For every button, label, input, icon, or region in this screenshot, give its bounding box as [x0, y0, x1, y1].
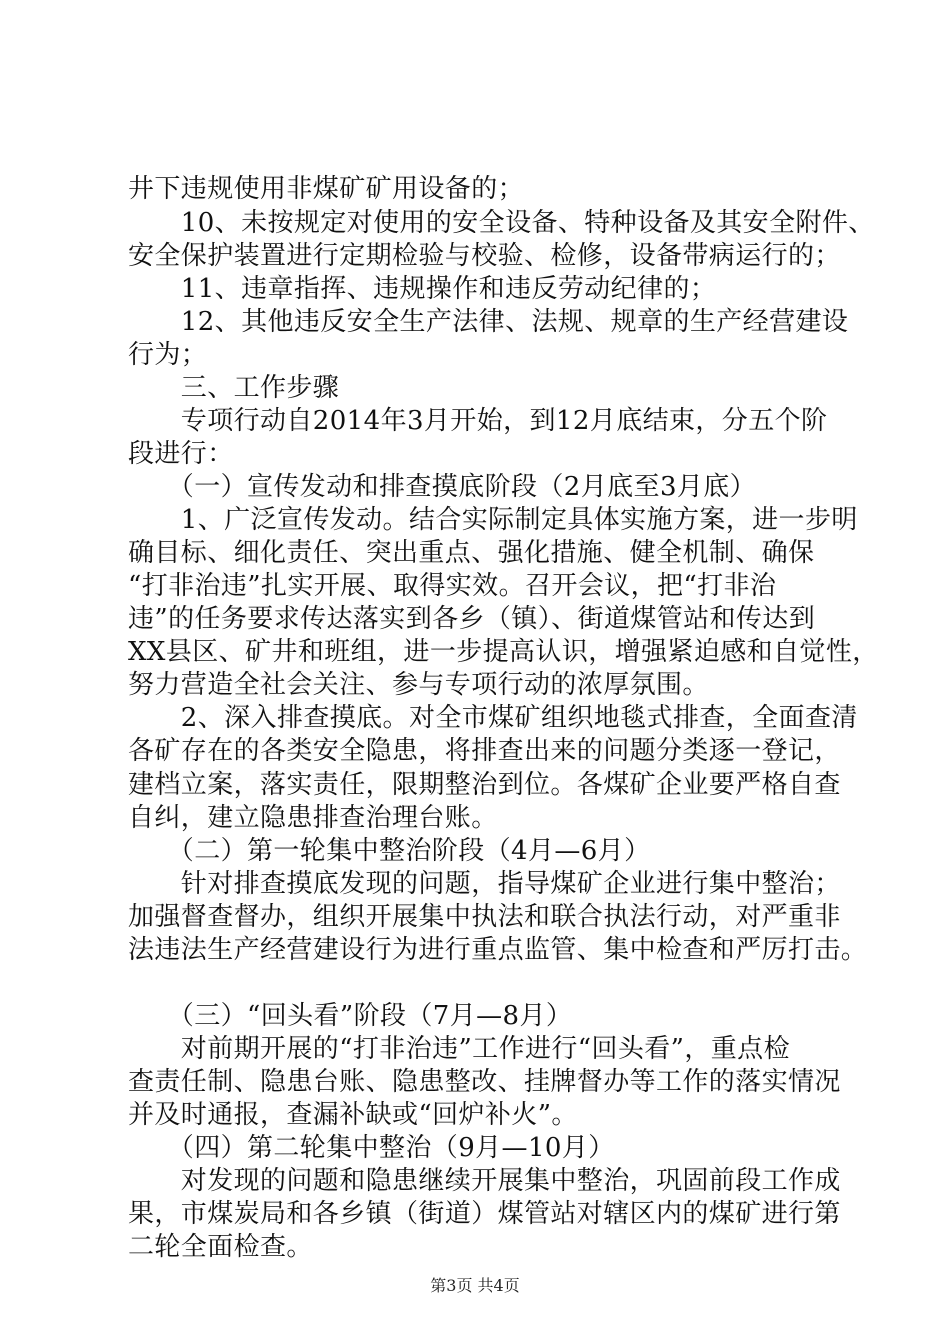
text-line: 并及时通报，查漏补缺或“回炉补火”。 — [128, 1099, 578, 1130]
page-number-footer: 第3页 共4页 — [430, 1276, 520, 1295]
phase-heading: （一）宣传发动和排查摸底阶段（2月底至3月底） — [128, 472, 757, 503]
text-line: 建档立案，落实责任，限期整治到位。各煤矿企业要严格自查 — [128, 769, 841, 800]
phase-heading: （四）第二轮集中整治（9月—10月） — [128, 1132, 615, 1163]
text-line: 各矿存在的各类安全隐患，将排查出来的问题分类逐一登记， — [128, 736, 841, 767]
text-line: 1、广泛宣传发动。结合实际制定具体实施方案，进一步明 — [128, 505, 858, 536]
text-line: 井下违规使用非煤矿矿用设备的； — [128, 174, 525, 204]
text-line: 对前期开展的“打非治违”工作进行“回头看”，重点检 — [128, 1033, 790, 1064]
text-line: XX县区、矿井和班组，进一步提高认识，增强紧迫感和自觉性， — [128, 637, 879, 668]
phase-heading: （二）第一轮集中整治阶段（4月—6月） — [128, 835, 651, 866]
text-line: 自纠，建立隐患排查治理台账。 — [128, 802, 498, 833]
text-line: “打非治违”扎实开展、取得实效。召开会议，把“打非治 — [128, 571, 777, 602]
text-line: 行为； — [128, 340, 208, 371]
text-line: 10、未按规定对使用的安全设备、特种设备及其安全附件、 — [128, 208, 875, 238]
text-line: 段进行： — [128, 439, 234, 470]
text-line: 安全保护装置进行定期检验与校验、检修，设备带病运行的； — [128, 241, 841, 272]
text-line: 努力营造全社会关注、参与专项行动的浓厚氛围。 — [128, 670, 709, 701]
text-line: 查责任制、隐患台账、隐患整改、挂牌督办等工作的落实情况 — [128, 1066, 841, 1097]
phase-heading: （三）“回头看”阶段（7月—8月） — [128, 1000, 573, 1031]
text-line: 11、违章指挥、违规操作和违反劳动纪律的； — [128, 274, 717, 305]
text-line: 对发现的问题和隐患继续开展集中整治，巩固前段工作成 — [128, 1165, 841, 1196]
text-line: 加强督查督办，组织开展集中执法和联合执法行动，对严重非 — [128, 901, 841, 932]
text-line: 法违法生产经营建设行为进行重点监管、集中检查和严厉打击。 — [128, 934, 868, 965]
text-line: 违”的任务要求传达落实到各乡（镇）、街道煤管站和传达到 — [128, 604, 816, 635]
text-line: 二轮全面检查。 — [128, 1231, 313, 1262]
section-heading: 三、工作步骤 — [128, 373, 340, 404]
text-line: 确目标、细化责任、突出重点、强化措施、健全机制、确保 — [128, 538, 815, 569]
text-line: 针对排查摸底发现的问题，指导煤矿企业进行集中整治； — [128, 868, 841, 899]
text-line: 专项行动自2014年3月开始，到12月底结束，分五个阶 — [128, 406, 828, 437]
text-line: 2、深入排查摸底。对全市煤矿组织地毯式排查，全面查清 — [128, 703, 858, 734]
text-line: 果，市煤炭局和各乡镇（街道）煤管站对辖区内的煤矿进行第 — [128, 1198, 841, 1229]
text-line: 12、其他违反安全生产法律、法规、规章的生产经营建设 — [128, 307, 849, 338]
